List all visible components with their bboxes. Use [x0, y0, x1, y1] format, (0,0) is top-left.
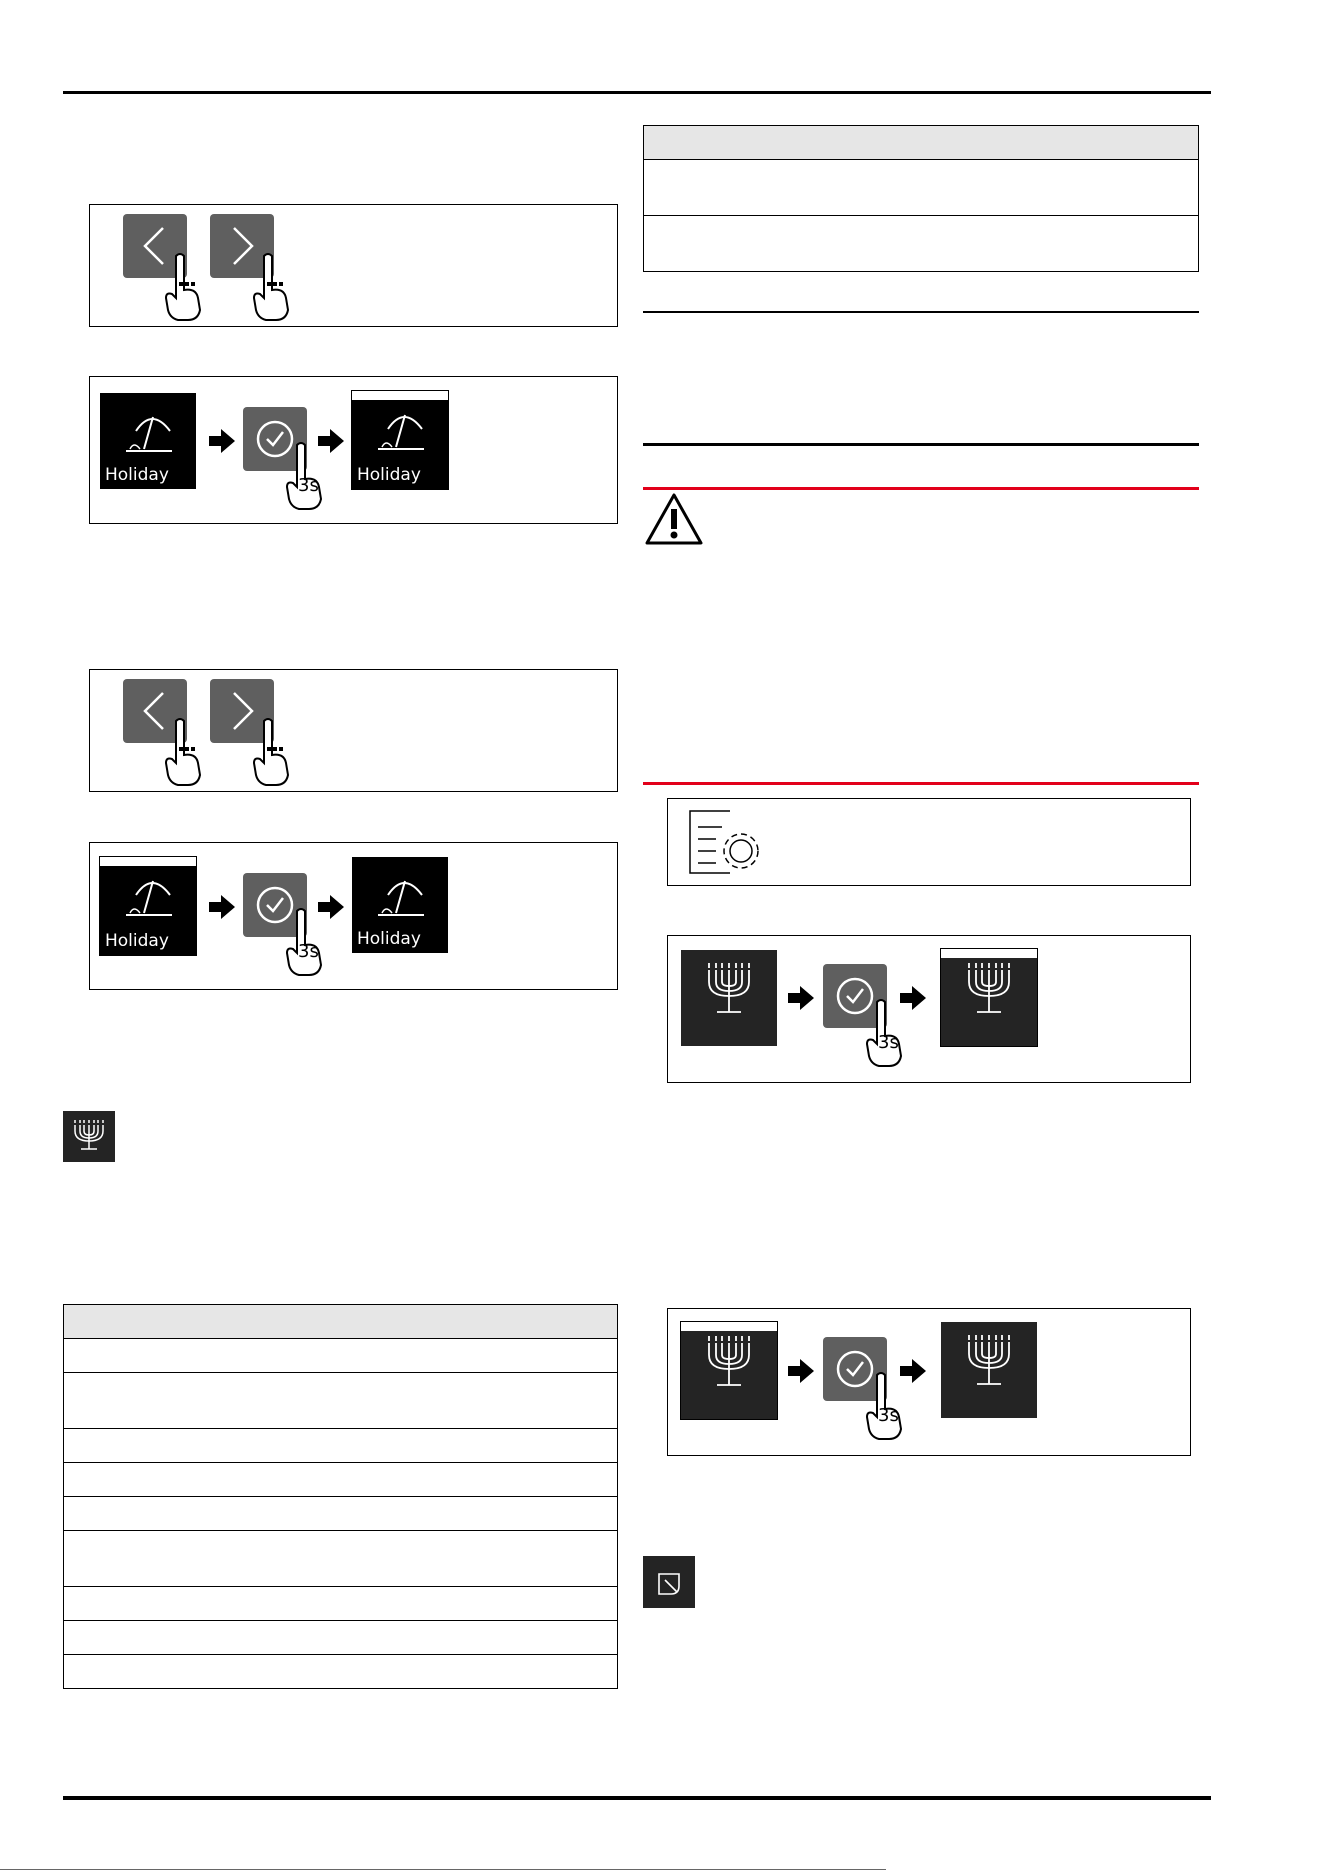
table-header-row [64, 1305, 618, 1339]
pointing-hand-icon [162, 252, 204, 322]
arrow-right-icon [788, 1359, 814, 1383]
sabbath-screen [681, 950, 777, 1046]
holiday-label: Holiday [105, 465, 169, 485]
menorah-icon [63, 1111, 115, 1162]
holiday-screen [352, 857, 448, 953]
sabbath-screen-active [681, 1322, 777, 1419]
menorah-icon [681, 950, 777, 1046]
holiday-label: Holiday [105, 931, 169, 951]
footer-hairline [0, 1869, 886, 1870]
right-table [643, 125, 1199, 272]
arrow-right-icon [900, 986, 926, 1010]
table-row [64, 1621, 618, 1655]
arrow-right-icon [900, 1359, 926, 1383]
menorah-icon [941, 958, 1037, 1046]
figure-holiday-activate [89, 376, 618, 524]
warning-bottom-rule [643, 782, 1199, 785]
header-rule [63, 91, 1211, 94]
section-rule [643, 311, 1199, 313]
table-row [64, 1339, 618, 1373]
sabbath-symbol [63, 1111, 115, 1162]
holiday-label: Holiday [357, 929, 421, 949]
left-table [63, 1304, 618, 1689]
document-gear-icon [686, 807, 770, 879]
warning-triangle-icon [644, 492, 704, 546]
hold-duration-label: 3s [878, 1032, 899, 1053]
table-row [64, 1429, 618, 1463]
warning-top-rule [643, 487, 1199, 490]
menorah-icon [681, 1331, 777, 1419]
table-row [64, 1587, 618, 1621]
arrow-right-icon [209, 429, 235, 453]
holiday-screen [100, 393, 196, 489]
eco-leaf-icon [643, 1556, 695, 1608]
table-row [644, 160, 1199, 216]
pointing-hand-icon [250, 252, 292, 322]
eco-symbol [643, 1556, 695, 1608]
table-row [64, 1531, 618, 1587]
table-header-row [644, 126, 1199, 160]
sabbath-screen [941, 1322, 1037, 1418]
pointing-hand-icon [162, 717, 204, 787]
table-row [64, 1655, 618, 1689]
figure-nav-keys-1 [89, 204, 618, 327]
hold-duration-label: 3s [298, 941, 319, 962]
holiday-screen-active [100, 857, 196, 955]
table-row [64, 1373, 618, 1429]
section-rule [643, 443, 1199, 446]
footer-rule [63, 1796, 1211, 1800]
table-row [64, 1463, 618, 1497]
arrow-right-icon [788, 986, 814, 1010]
holiday-screen-active [352, 391, 448, 489]
sabbath-screen-active [941, 949, 1037, 1046]
hold-duration-label: 3s [878, 1405, 899, 1426]
holiday-label: Holiday [357, 465, 421, 485]
pointing-hand-icon [250, 717, 292, 787]
figure-sabbath-deactivate [667, 1308, 1191, 1456]
arrow-right-icon [318, 895, 344, 919]
menorah-icon [941, 1322, 1037, 1418]
figure-nav-keys-2 [89, 669, 618, 792]
figure-sabbath-activate [667, 935, 1191, 1083]
arrow-right-icon [209, 895, 235, 919]
arrow-right-icon [318, 429, 344, 453]
figure-holiday-deactivate [89, 842, 618, 990]
table-row [64, 1497, 618, 1531]
figure-document-note [667, 798, 1191, 886]
hold-duration-label: 3s [298, 475, 319, 496]
table-row [644, 216, 1199, 272]
